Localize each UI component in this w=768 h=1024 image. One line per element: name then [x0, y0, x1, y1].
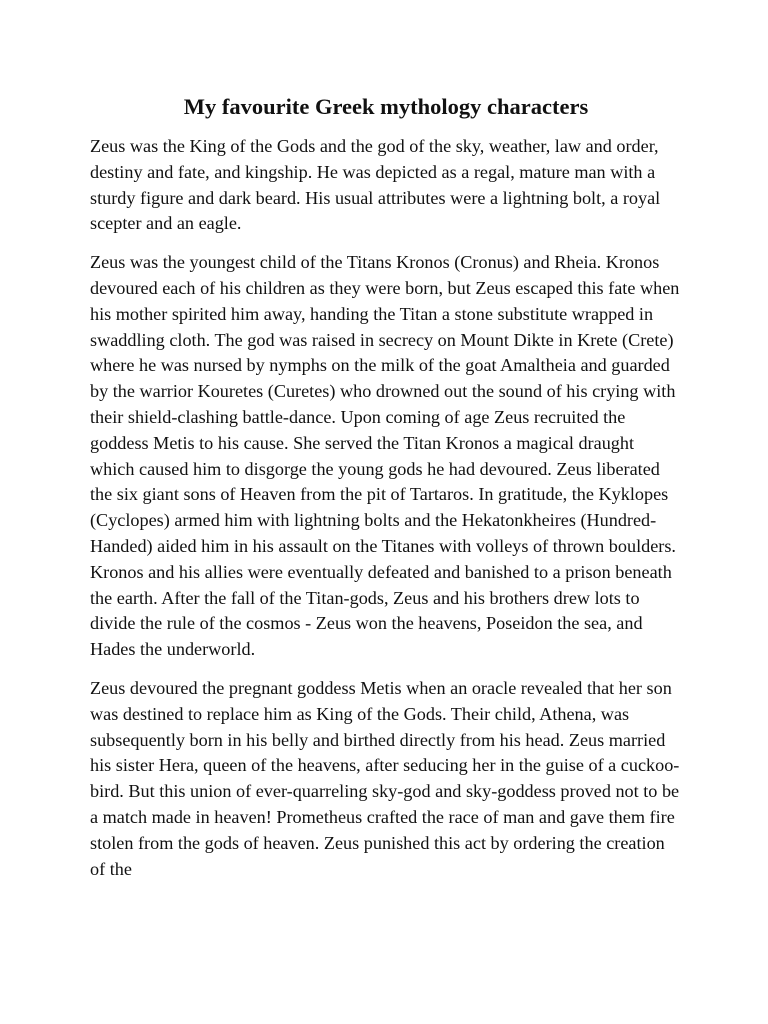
paragraph-zeus-origin: Zeus was the youngest child of the Titans Kronos (Cronus) and Rheia. Kronos devoured each of his children as they were born, but Zeus escaped this fate when his mother spirited him away, handing the Titan a stone substitute wrapped in swaddling cloth. The god was raised in secrecy on Mount Dikte in Krete (Crete) where he was nursed by nymphs on the milk of the goat Amaltheia and guarded by the warrior Kouretes (Curetes) who drowned out the sound of his crying with their shield-clashing battle-dance. Upon coming of age Zeus recruited the goddess Metis to his cause. She served the Titan Kronos a magical draught which caused him to disgorge the young gods he had devoured. Zeus liberated the six giant sons of Heaven from the pit of Tartaros. In gratitude, the Kyklopes (Cyclopes) armed him with lightning bolts and the Hekatonkheires (Hundred-Handed) aided him in his assault on the Titanes with volleys of thrown boulders. Kronos and his allies were eventually defeated and banished to a prison beneath the earth. After the fall of the Titan-gods, Zeus and his brothers drew lots to divide the rule of the cosmos - Zeus won the heavens, Poseidon the sea, and Hades the underworld. — [90, 252, 680, 660]
paragraph-zeus-introduction: Zeus was the King of the Gods and the god of the sky, weather, law and order, destiny and fate, and kingship. He was depicted as a regal, mature man with a sturdy figure and dark beard. His usual attributes were a lightning bolt, a royal scepter and an eagle. — [90, 136, 661, 234]
paragraph-zeus-marriage: Zeus devoured the pregnant goddess Metis when an oracle revealed that her son was destined to replace him as King of the Gods. Their child, Athena, was subsequently born in his belly and birthed directly from his head. Zeus married his sister Hera, queen of the heavens, after seducing her in the guise of a cuckoo-bird. But this union of ever-quarreling sky-god and sky-goddess proved not to be a match made in heaven! Prometheus crafted the race of man and gave them fire stolen from the gods of heaven. Zeus punished this act by ordering the creation of the — [90, 677, 680, 879]
page-title: My favourite Greek mythology characters — [183, 94, 589, 119]
document-page — [90, 92, 682, 895]
